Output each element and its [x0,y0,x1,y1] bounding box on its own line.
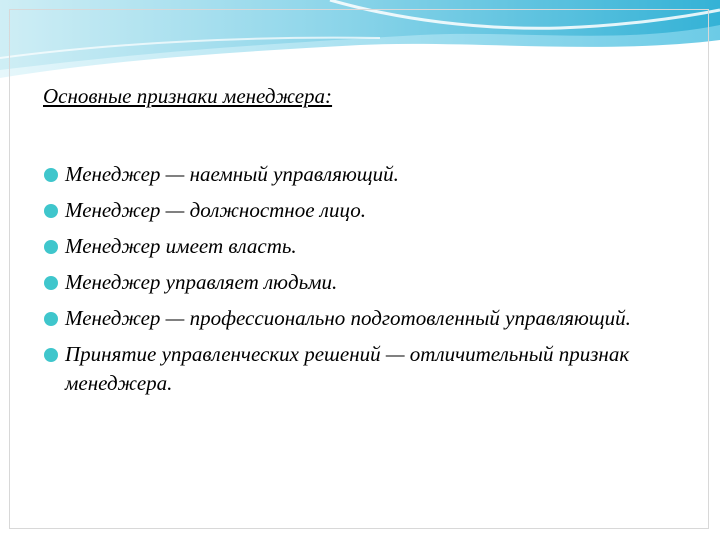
bullet-dot-icon [44,240,58,254]
bullet-item [44,160,684,189]
bullet-item [44,304,684,333]
bullet-dot-icon [44,276,58,290]
bullet-text: Менеджер — наемный управляющий. [65,162,399,186]
bullet-text: Менеджер управляет людьми. [65,270,338,294]
bullet-text: Принятие управленческих решений — отличительный признак менеджера. [65,342,630,395]
bullet-item [44,196,684,225]
bullet-item [44,268,684,297]
bullet-text: Менеджер имеет власть. [65,234,297,258]
bullet-dot-icon [44,312,58,326]
bullet-dot-icon [44,348,58,362]
bullet-list [44,160,684,405]
bullet-text: Менеджер — должностное лицо. [65,198,366,222]
bullet-dot-icon [44,204,58,218]
bullet-item [44,340,684,398]
slide-title: Основные признаки менеджера: [43,84,333,108]
bullet-item [44,232,684,261]
bullet-dot-icon [44,168,58,182]
bullet-text: Менеджер — профессионально подготовленный управляющий. [65,306,631,330]
